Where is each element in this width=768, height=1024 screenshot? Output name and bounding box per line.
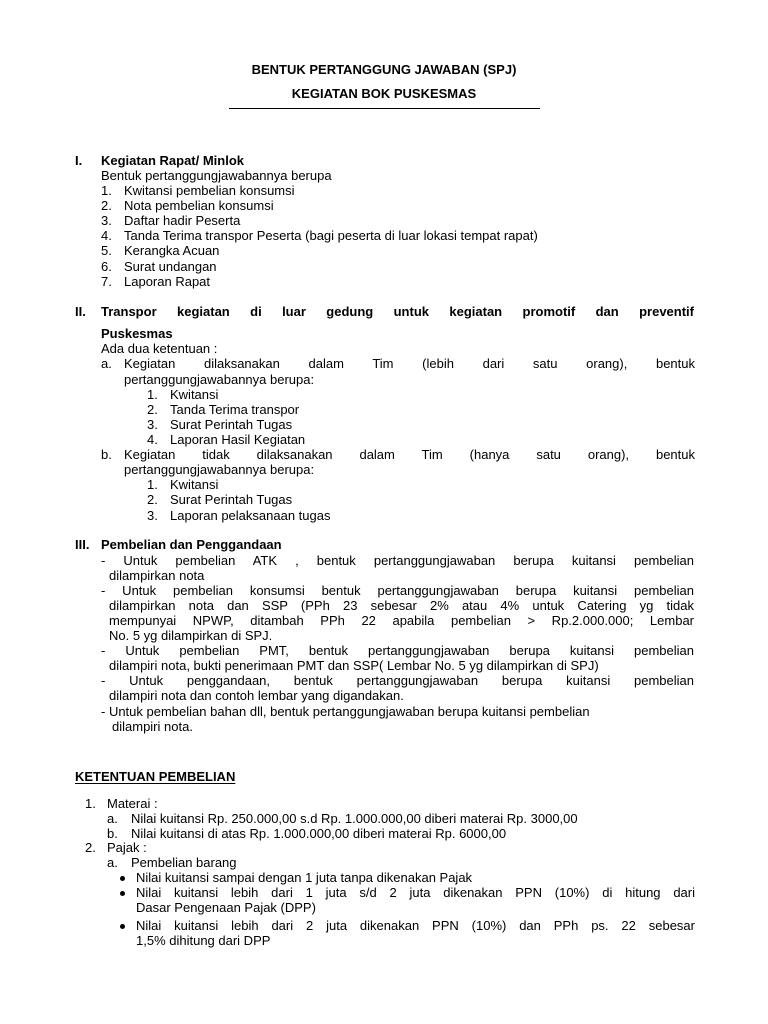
- list-item-number: 3.: [147, 508, 158, 523]
- sub-item-label: b.: [101, 447, 112, 462]
- bullet-item-cont: 1,5% dihitung dari DPP: [136, 933, 271, 948]
- list-item-number: 5.: [101, 243, 112, 258]
- list-item-number: 2.: [85, 840, 96, 855]
- list-item: Laporan pelaksanaan tugas: [170, 508, 331, 523]
- sub-item-label: a.: [107, 811, 118, 826]
- sub-item-text: Pembelian barang: [131, 855, 237, 870]
- list-item-number: 2.: [101, 198, 112, 213]
- paragraph-line: dilampiri nota, bukti penerimaan PMT dan SSP( Lembar No. 5 yg dilampirkan di SPJ): [109, 658, 599, 673]
- paragraph-line: dilampiri nota dan contoh lembar yang digandakan.: [109, 688, 404, 703]
- bullet-icon: [120, 891, 125, 896]
- sub-item-text: Kegiatan tidak dilaksanakan dalam Tim (hanya satu orang), bentuk: [124, 447, 695, 462]
- section-2-heading-cont: Puskesmas: [101, 326, 173, 341]
- paragraph-line: No. 5 yg dilampirkan di SPJ.: [109, 628, 273, 643]
- paragraph-line: - Untuk penggandaan, bentuk pertanggungjawaban berupa kuitansi pembelian: [101, 673, 694, 688]
- list-item-number: 1.: [101, 183, 112, 198]
- title-divider: [229, 108, 540, 109]
- sub-item-text-cont: pertanggungjawabannya berupa:: [124, 372, 315, 387]
- bullet-item: Nilai kuitansi lebih dari 1 juta s/d 2 juta dikenakan PPN (10%) di hitung dari: [136, 885, 695, 900]
- list-item: Surat Perintah Tugas: [170, 492, 293, 507]
- section-1-heading: Kegiatan Rapat/ Minlok: [101, 153, 245, 168]
- list-item: Surat Perintah Tugas: [170, 417, 293, 432]
- list-item: Kwitansi pembelian konsumsi: [124, 183, 295, 198]
- list-item: Laporan Rapat: [124, 274, 211, 289]
- list-item-number: 3.: [147, 417, 158, 432]
- section-2-intro: Ada dua ketentuan :: [101, 341, 218, 356]
- sub-item-label: a.: [101, 356, 112, 371]
- bullet-item: Nilai kuitansi sampai dengan 1 juta tanpa dikenakan Pajak: [136, 870, 473, 885]
- list-item: Tanda Terima transpor: [170, 402, 300, 417]
- list-item-number: 2.: [147, 492, 158, 507]
- bullet-icon: [120, 924, 125, 929]
- list-item: Surat undangan: [124, 259, 217, 274]
- list-item-number: 4.: [101, 228, 112, 243]
- sub-item-text: Kegiatan dilaksanakan dalam Tim (lebih dari satu orang), bentuk: [124, 356, 695, 371]
- section-2-heading: Transpor kegiatan di luar gedung untuk kegiatan promotif dan preventif: [101, 304, 694, 319]
- list-item: Nota pembelian konsumsi: [124, 198, 274, 213]
- list-item: Daftar hadir Peserta: [124, 213, 241, 228]
- list-item-number: 2.: [147, 402, 158, 417]
- section-2-number: II.: [75, 304, 86, 319]
- list-item-number: 6.: [101, 259, 112, 274]
- list-item: Kwitansi: [170, 387, 219, 402]
- paragraph-line: dilampiri nota.: [112, 719, 193, 734]
- document-title: BENTUK PERTANGGUNG JAWABAN (SPJ): [251, 62, 517, 77]
- sub-item-text: Nilai kuitansi di atas Rp. 1.000.000,00 diberi materai Rp. 6000,00: [131, 826, 507, 841]
- paragraph-line: dilampirkan nota: [109, 568, 205, 583]
- list-item: Materai :: [107, 796, 158, 811]
- paragraph-line: - Untuk pembelian ATK , bentuk pertanggungjawaban berupa kuitansi pembelian: [101, 553, 694, 568]
- section-3-heading: Pembelian dan Penggandaan: [101, 537, 282, 552]
- list-item-number: 7.: [101, 274, 112, 289]
- bullet-item-cont: Dasar Pengenaan Pajak (DPP): [136, 900, 316, 915]
- bullet-item: Nilai kuitansi lebih dari 2 juta dikenakan PPN (10%) dan PPh ps. 22 sebesar: [136, 918, 695, 933]
- paragraph-line: - Untuk pembelian PMT, bentuk pertanggungjawaban berupa kuitansi pembelian: [101, 643, 694, 658]
- section-3-number: III.: [75, 537, 90, 552]
- paragraph-line: - Untuk pembelian konsumsi bentuk pertanggungjawaban berupa kuitansi pembelian: [101, 583, 694, 598]
- list-item: Tanda Terima transpor Peserta (bagi peserta di luar lokasi tempat rapat): [124, 228, 538, 243]
- ketentuan-heading: KETENTUAN PEMBELIAN: [75, 769, 236, 784]
- list-item-number: 1.: [85, 796, 96, 811]
- document-subtitle: KEGIATAN BOK PUSKESMAS: [291, 86, 477, 101]
- paragraph-line: dilampirkan nota dan SSP (PPh 23 sebesar 2% atau 4% untuk Catering yg tidak: [109, 598, 694, 613]
- bullet-icon: [120, 876, 125, 881]
- sub-item-label: a.: [107, 855, 118, 870]
- list-item-number: 4.: [147, 432, 158, 447]
- section-1-intro: Bentuk pertanggungjawabannya berupa: [101, 168, 332, 183]
- list-item: Kerangka Acuan: [124, 243, 220, 258]
- list-item: Kwitansi: [170, 477, 219, 492]
- list-item-number: 1.: [147, 477, 158, 492]
- sub-item-text-cont: pertanggungjawabannya berupa:: [124, 462, 315, 477]
- list-item: Pajak :: [107, 840, 147, 855]
- list-item-number: 1.: [147, 387, 158, 402]
- paragraph-line: - Untuk pembelian bahan dll, bentuk pertanggungjawaban berupa kuitansi pembelian: [101, 704, 590, 719]
- section-1-number: I.: [75, 153, 83, 168]
- sub-item-label: b.: [107, 826, 118, 841]
- list-item: Laporan Hasil Kegiatan: [170, 432, 306, 447]
- paragraph-line: mempunyai NPWP, ditambah PPh 22 apabila pembelian > Rp.2.000.000; Lembar: [109, 613, 694, 628]
- list-item-number: 3.: [101, 213, 112, 228]
- sub-item-text: Nilai kuitansi Rp. 250.000,00 s.d Rp. 1.000.000,00 diberi materai Rp. 3000,00: [131, 811, 578, 826]
